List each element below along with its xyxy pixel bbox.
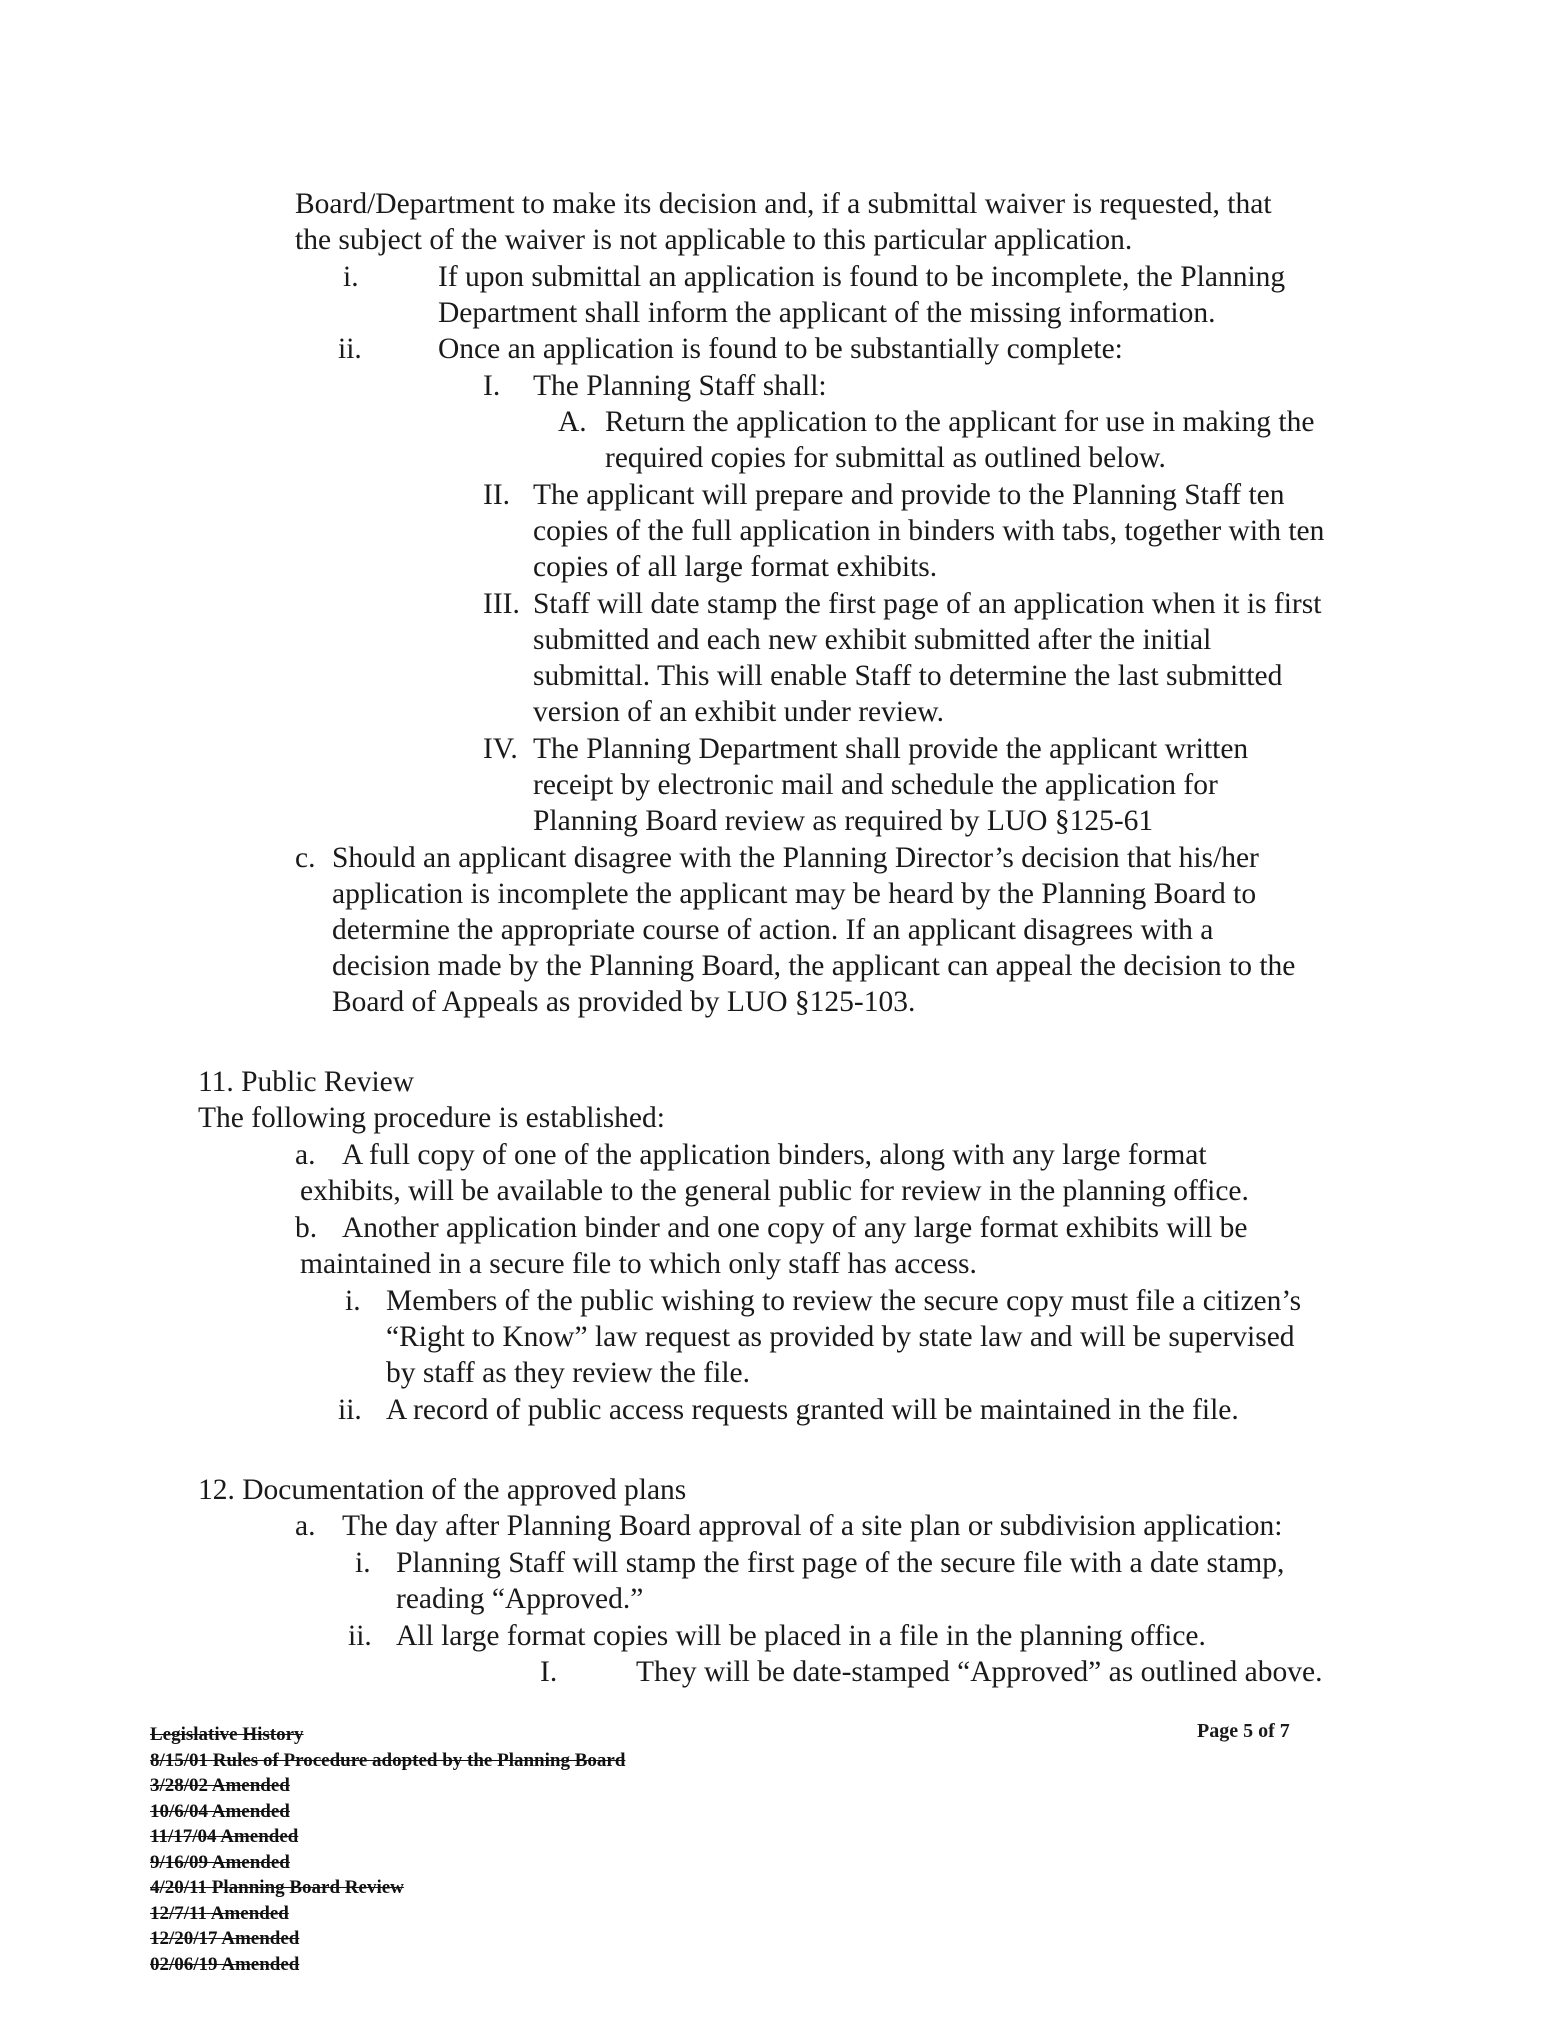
item-line: receipt by electronic mail and schedule the application for bbox=[533, 769, 1218, 801]
history-entry: 11/17/04 Amended bbox=[150, 1826, 299, 1847]
item-line: Once an application is found to be substantially complete: bbox=[438, 333, 1123, 365]
item-line: required copies for submittal as outlined below. bbox=[605, 442, 1166, 474]
item-line: The Planning Staff shall: bbox=[533, 370, 827, 402]
legislative-history bbox=[150, 1722, 625, 1977]
section-heading: 12. Documentation of the approved plans bbox=[198, 1474, 687, 1506]
item-line: Members of the public wishing to review the secure copy must file a citizen’s bbox=[386, 1285, 1302, 1317]
item-marker: i. bbox=[345, 1285, 361, 1317]
item-marker: i. bbox=[343, 261, 359, 293]
item-line: Board of Appeals as provided by LUO §125-103. bbox=[332, 986, 916, 1018]
item-line: copies of all large format exhibits. bbox=[533, 551, 938, 583]
item-marker: A. bbox=[558, 406, 587, 438]
item-line: Another application binder and one copy of any large format exhibits will be bbox=[342, 1212, 1248, 1244]
item-line: Staff will date stamp the first page of an application when it is first bbox=[533, 588, 1322, 620]
item-line: The day after Planning Board approval of a site plan or subdivision application: bbox=[342, 1510, 1283, 1542]
item-line: submitted and each new exhibit submitted after the initial bbox=[533, 624, 1212, 656]
item-line: Planning Staff will stamp the first page of the secure file with a date stamp, bbox=[396, 1547, 1285, 1579]
item-line: Department shall inform the applicant of the missing information. bbox=[438, 297, 1216, 329]
history-entry: 12/20/17 Amended bbox=[150, 1928, 300, 1949]
item-line: exhibits, will be available to the general public for review in the planning office. bbox=[300, 1175, 1249, 1207]
item-marker: a. bbox=[295, 1510, 316, 1542]
item-line: decision made by the Planning Board, the applicant can appeal the decision to the bbox=[332, 950, 1296, 982]
item-line: “Right to Know” law request as provided by state law and will be supervised bbox=[386, 1321, 1295, 1353]
history-entry: 12/7/11 Amended bbox=[150, 1902, 289, 1924]
item-line: copies of the full application in binders with tabs, together with ten bbox=[533, 515, 1325, 547]
item-line: maintained in a secure file to which only staff has access. bbox=[300, 1248, 977, 1280]
item-line: Planning Board review as required by LUO §125-61 bbox=[533, 805, 1154, 837]
history-entry: 9/16/09 Amended bbox=[150, 1851, 290, 1873]
item-line: determine the appropriate course of action. If an applicant disagrees with a bbox=[332, 914, 1214, 946]
item-line: Should an applicant disagree with the Planning Director’s decision that his/her bbox=[332, 842, 1259, 874]
item-marker: a. bbox=[295, 1139, 316, 1171]
item-marker: c. bbox=[295, 842, 316, 874]
item-marker: I. bbox=[540, 1656, 558, 1688]
item-line: A record of public access requests granted will be maintained in the file. bbox=[386, 1394, 1239, 1426]
item-marker: ii. bbox=[338, 333, 362, 365]
item-marker: II. bbox=[483, 479, 511, 511]
item-marker: I. bbox=[483, 370, 501, 402]
page-number: Page 5 of 7 bbox=[1197, 1720, 1290, 1742]
history-entry: 8/15/01 Rules of Procedure adopted by the Planning Board bbox=[150, 1749, 626, 1771]
history-title: Legislative History bbox=[150, 1724, 304, 1745]
intro-line: Board/Department to make its decision and, if a submittal waiver is requested, that bbox=[295, 188, 1272, 220]
item-line: They will be date-stamped “Approved” as outlined above. bbox=[636, 1656, 1323, 1688]
item-marker: III. bbox=[483, 588, 520, 620]
item-line: The applicant will prepare and provide to the Planning Staff ten bbox=[533, 479, 1285, 511]
history-entry: 3/28/02 Amended bbox=[150, 1775, 290, 1796]
item-line: version of an exhibit under review. bbox=[533, 696, 944, 728]
section-intro: The following procedure is established: bbox=[198, 1102, 665, 1134]
section-heading: 11. Public Review bbox=[198, 1066, 415, 1098]
item-marker: i. bbox=[355, 1547, 371, 1579]
intro-line: the subject of the waiver is not applicable to this particular application. bbox=[295, 224, 1133, 256]
item-line: reading “Approved.” bbox=[396, 1583, 644, 1615]
item-line: All large format copies will be placed in a file in the planning office. bbox=[396, 1620, 1206, 1652]
item-line: Return the application to the applicant for use in making the bbox=[605, 406, 1315, 438]
item-line: submittal. This will enable Staff to determine the last submitted bbox=[533, 660, 1283, 692]
item-line: A full copy of one of the application binders, along with any large format bbox=[342, 1139, 1207, 1171]
item-line: The Planning Department shall provide the applicant written bbox=[533, 733, 1249, 765]
history-entry: 10/6/04 Amended bbox=[150, 1800, 290, 1822]
history-entry: 4/20/11 Planning Board Review bbox=[150, 1877, 404, 1898]
history-entry: 02/06/19 Amended bbox=[150, 1953, 300, 1975]
item-line: by staff as they review the file. bbox=[386, 1357, 750, 1389]
item-marker: b. bbox=[295, 1212, 318, 1244]
item-marker: IV. bbox=[483, 733, 518, 765]
item-line: If upon submittal an application is found to be incomplete, the Planning bbox=[438, 261, 1286, 293]
item-line: application is incomplete the applicant may be heard by the Planning Board to bbox=[332, 878, 1257, 910]
item-marker: ii. bbox=[348, 1620, 372, 1652]
item-marker: ii. bbox=[338, 1394, 362, 1426]
